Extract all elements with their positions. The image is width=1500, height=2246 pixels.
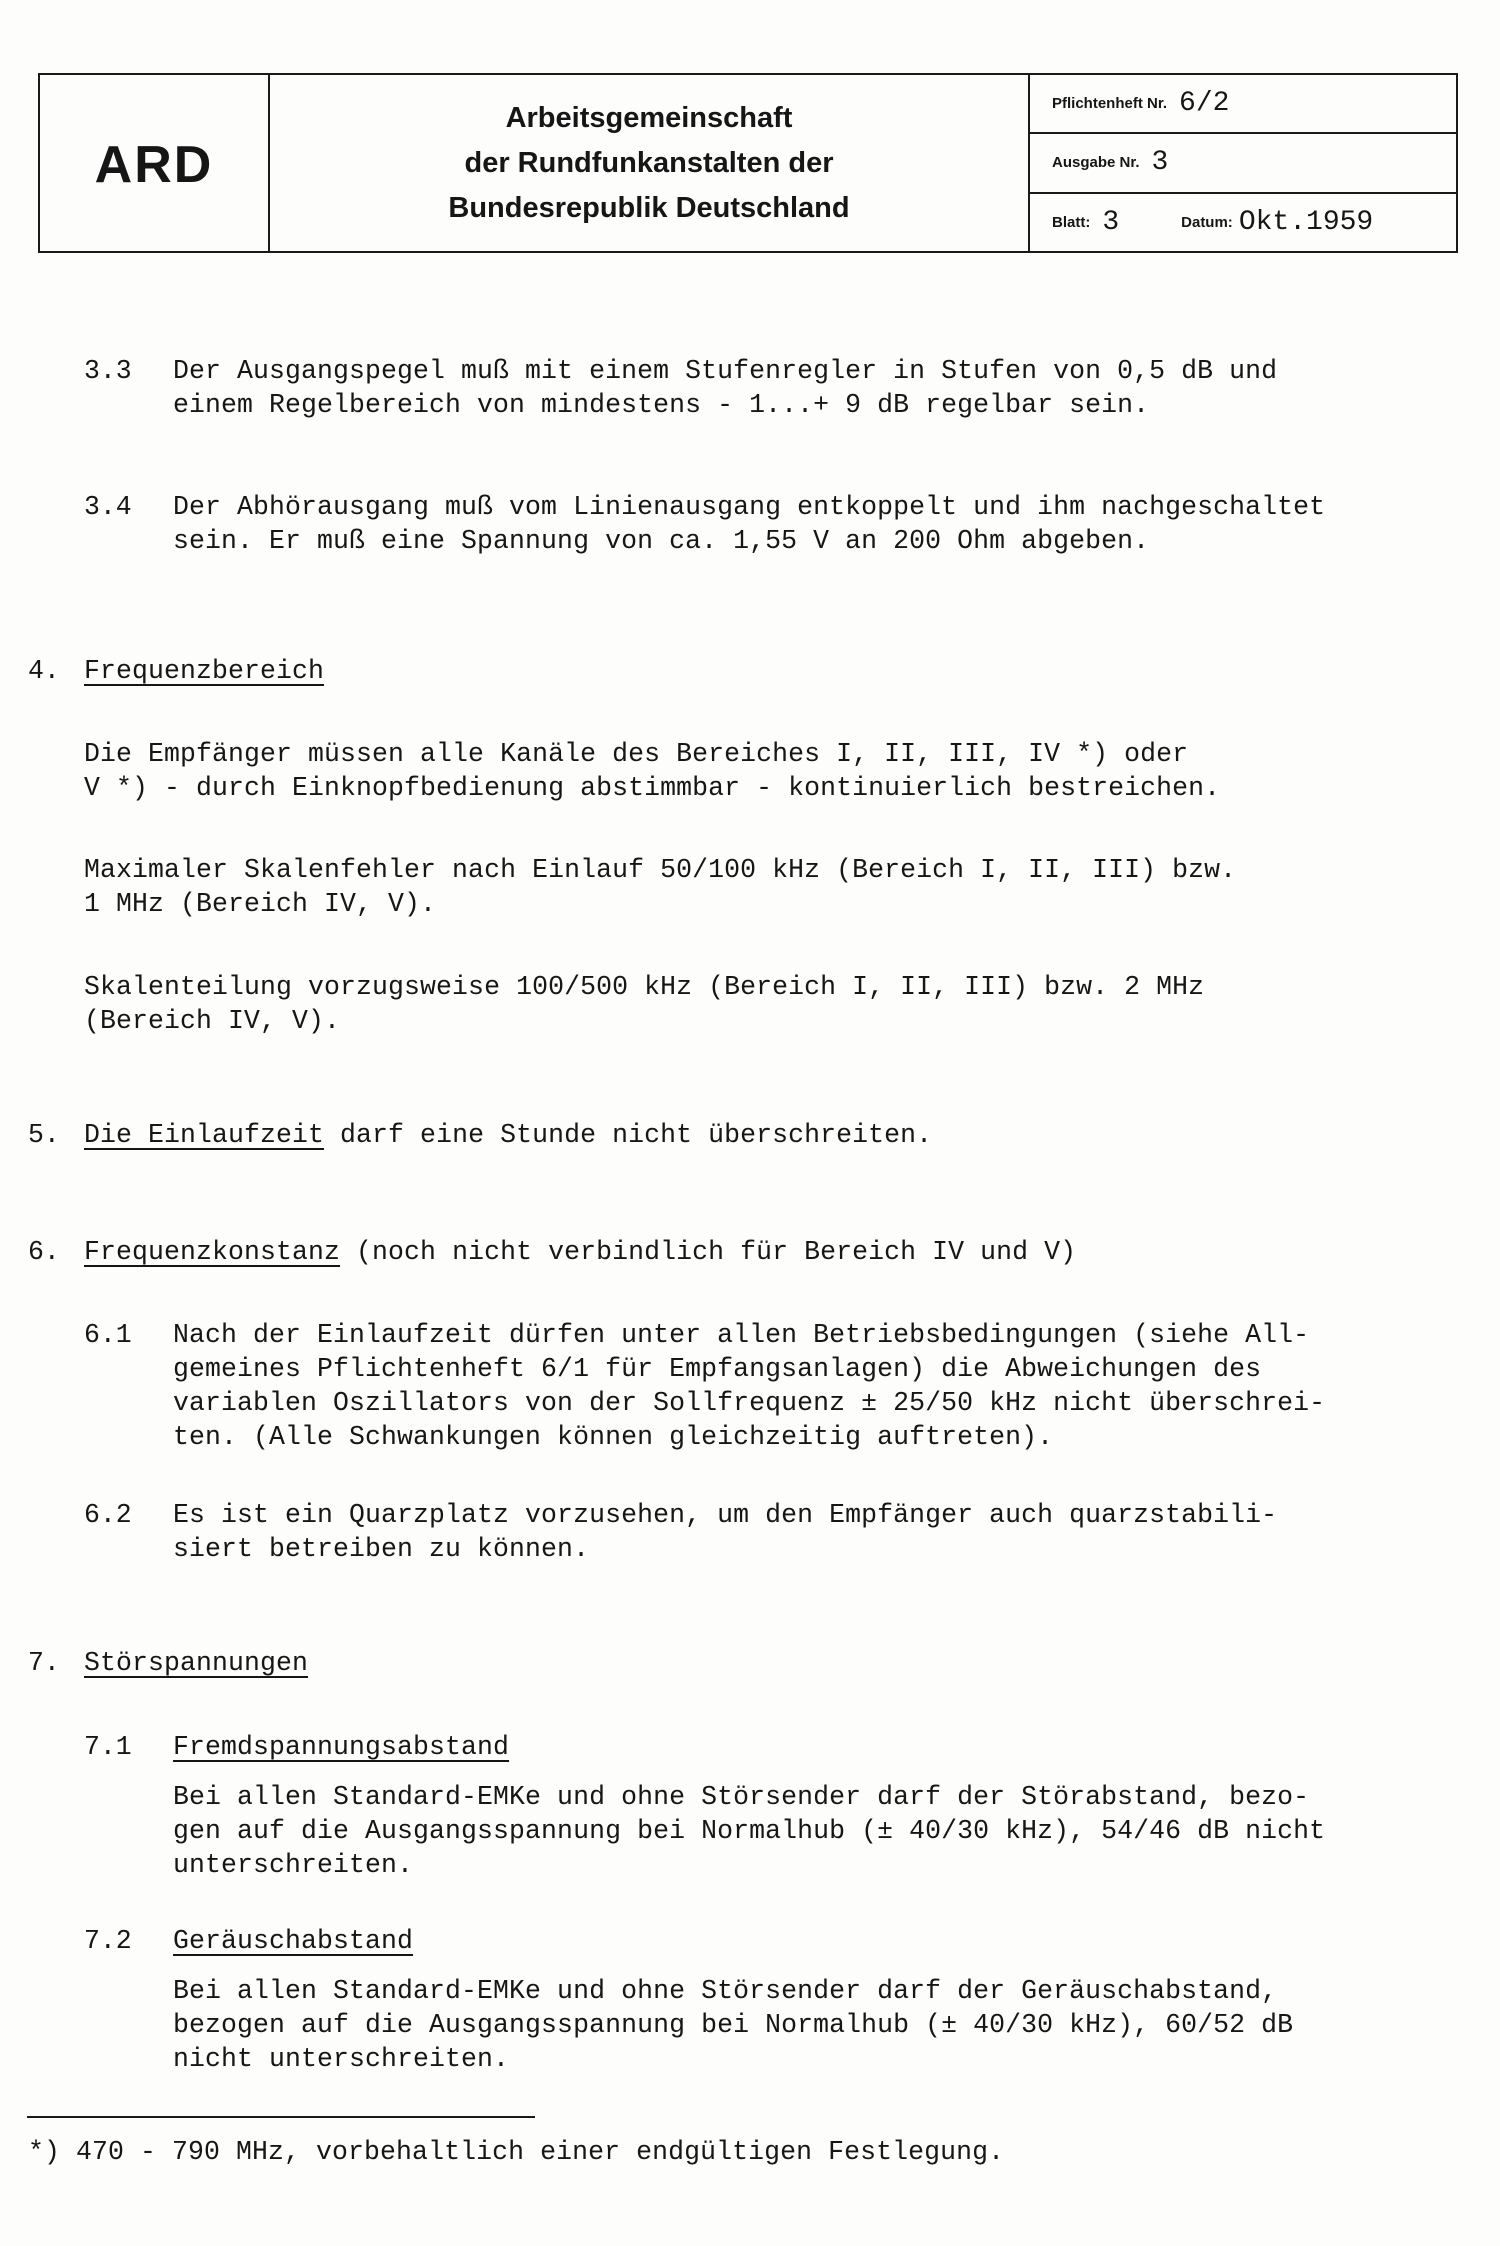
org-line-3: Bundesrepublik Deutschland [448, 191, 850, 224]
section-7-2-title: Geräuschabstand [173, 1926, 414, 1956]
section-7-1-text: Bei allen Standard-EMKe und ohne Störsender darf der Störabstand, bezo- gen auf die Ausgangsspannung bei Normalhub (± 40/30 kHz), 54/46 dB nicht unterschreiten. [173, 1782, 1326, 1880]
section-5-title: Die Einlaufzeit [84, 1120, 325, 1150]
blatt-datum-row [1030, 194, 1456, 251]
organization-name [270, 75, 1030, 251]
section-7-2-number: 7.2 [84, 1926, 132, 1956]
datum-label: Datum: [1181, 213, 1233, 231]
section-7-number: 7. [28, 1648, 60, 1678]
section-4-title: Frequenzbereich [84, 656, 325, 686]
org-line-2: der Rundfunkanstalten der [464, 146, 834, 179]
section-6-heading: Frequenzkonstanz (noch nicht verbindlich für Bereich IV und V) [84, 1237, 1077, 1267]
section-7-title: Störspannungen [84, 1648, 309, 1678]
datum-value: Okt.1959 [1238, 206, 1374, 238]
section-7-1-title: Fremdspannungsabstand [173, 1732, 510, 1762]
section-6-1-number: 6.1 [84, 1320, 132, 1350]
section-3-3-number: 3.3 [84, 356, 132, 386]
blatt-label: Blatt: [1052, 213, 1091, 231]
section-6-2-number: 6.2 [84, 1500, 132, 1530]
blatt-value: 3 [1102, 206, 1120, 238]
ausgabe-value: 3 [1151, 147, 1169, 179]
ausgabe-row [1030, 134, 1456, 193]
section-6-title: Frequenzkonstanz [84, 1237, 341, 1267]
section-6-2-text: Es ist ein Quarzplatz vorzusehen, um den Empfänger auch quarzstabili- siert betreiben zu können. [173, 1500, 1278, 1564]
pflichtenheft-label: Pflichtenheft Nr. [1052, 95, 1168, 113]
section-4-number: 4. [28, 656, 60, 686]
org-line-1: Arbeitsgemeinschaft [505, 101, 793, 134]
footnote: *) 470 - 790 MHz, vorbehaltlich einer endgültigen Festlegung. [28, 2137, 1005, 2167]
section-4-paragraph-3: Skalenteilung vorzugsweise 100/500 kHz (Bereich I, II, III) bzw. 2 MHz (Bereich IV, V). [84, 972, 1205, 1036]
section-5-text: Die Einlaufzeit darf eine Stunde nicht überschreiten. [84, 1120, 933, 1150]
ausgabe-label: Ausgabe Nr. [1052, 154, 1140, 172]
pflichtenheft-row [1030, 75, 1456, 134]
header-box [38, 73, 1458, 253]
footnote-divider [27, 2116, 535, 2118]
section-3-4-number: 3.4 [84, 492, 132, 522]
section-6-number: 6. [28, 1237, 60, 1267]
section-7-1-number: 7.1 [84, 1732, 132, 1762]
section-6-1-text: Nach der Einlaufzeit dürfen unter allen Betriebsbedingungen (siehe All- gemeines Pflichtenheft 6/1 für Empfangsanlagen) die Abweichungen des variablen Oszillators von der Sollfrequenz ± 25/50 kHz nicht überschrei- ten. (Alle Schwankungen können gleichzeitig auftreten). [173, 1320, 1326, 1452]
pflichtenheft-value: 6/2 [1179, 88, 1230, 120]
section-4-paragraph-1: Die Empfänger müssen alle Kanäle des Bereiches I, II, III, IV *) oder V *) - durch Einknopfbedienung abstimmbar - kontinuierlich bestreichen. [84, 739, 1221, 803]
ard-logo: ARD [40, 75, 270, 251]
section-4-paragraph-2: Maximaler Skalenfehler nach Einlauf 50/100 kHz (Bereich I, II, III) bzw. 1 MHz (Bereich IV, V). [84, 855, 1237, 919]
section-3-4-text: Der Abhörausgang muß vom Linienausgang entkoppelt und ihm nachgeschaltet sein. Er muß eine Spannung von ca. 1,55 V an 200 Ohm abgeben. [173, 492, 1326, 556]
section-3-3-text: Der Ausgangspegel muß mit einem Stufenregler in Stufen von 0,5 dB und einem Regelbereich von mindestens - 1...+ 9 dB regelbar sein. [173, 356, 1278, 420]
section-5-number: 5. [28, 1120, 60, 1150]
header-meta [1030, 75, 1456, 251]
section-7-2-text: Bei allen Standard-EMKe und ohne Störsender darf der Geräuschabstand, bezogen auf die Ausgangsspannung bei Normalhub (± 40/30 kHz), 60/52 dB nicht unterschreiten. [173, 1976, 1294, 2074]
